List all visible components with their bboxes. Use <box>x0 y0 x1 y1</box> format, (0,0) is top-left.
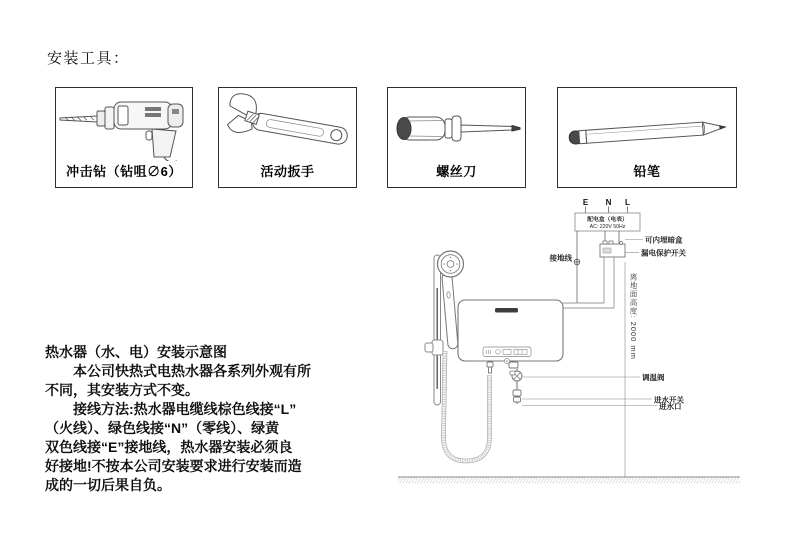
drill-trigger <box>146 131 152 140</box>
ground-symbol <box>574 259 580 265</box>
screwdriver-icon <box>389 91 524 163</box>
shower-hose <box>444 351 490 461</box>
toolbox-wrench <box>218 87 357 188</box>
inlet-fitting <box>509 362 518 368</box>
drill-handle <box>152 129 176 157</box>
drill-chuck <box>97 111 105 126</box>
notes-line-1: 热水器（水、电）安装示意图 <box>45 344 227 360</box>
power-box-rating: AC: 220V 50Hz <box>589 224 626 230</box>
concealed-box-label: 可内埋暗盒 <box>645 235 683 245</box>
pencil-lead <box>720 126 725 129</box>
tool-label-impact-drill: 冲击钻（钻咀∅6） <box>66 164 182 179</box>
rail-knob <box>425 343 433 352</box>
inlet-port <box>514 397 521 402</box>
impact-drill-icon <box>57 91 191 161</box>
tool-label-pencil: 铅笔 <box>633 164 661 179</box>
installation-notes <box>45 343 360 495</box>
notes-line-4: 接线方法:热水器电缆线棕色线接“L” <box>45 401 297 417</box>
screwdriver-collar <box>445 119 452 138</box>
leakage-switch-label: 漏电保护开关 <box>641 248 686 258</box>
ground-wire-label: 接地线 <box>549 253 572 263</box>
inlet-switch-label: 进水开关 <box>654 395 684 405</box>
temp-valve-label: 调温阀 <box>642 373 665 382</box>
drill-bit <box>60 116 97 122</box>
toolbox-pencil <box>557 87 737 188</box>
screwdriver-tip <box>512 126 520 132</box>
rail-bracket <box>432 340 443 355</box>
installation-diagram <box>395 193 745 493</box>
toolbox-screwdriver <box>387 87 526 188</box>
outlet-fitting <box>487 362 493 367</box>
shower-handle <box>442 273 459 350</box>
brand-logo <box>495 308 518 313</box>
notes-line-6: 双色线接“E”接地线，热水器安装必须良 <box>45 439 293 455</box>
ground-hatch <box>398 478 740 484</box>
tool-label-wrench: 活动扳手 <box>260 164 315 179</box>
shower-rail <box>425 255 443 405</box>
terminal-l: L <box>625 198 630 207</box>
notes-line-2: 本公司快热式电热水器各系列外观有所 <box>45 363 311 379</box>
adjustable-wrench-icon <box>220 91 355 163</box>
screwdriver-shaft <box>461 125 512 132</box>
leakage-protection-switch <box>600 241 625 257</box>
toolbox-impact-drill <box>55 87 193 188</box>
height-label: 离地面高度: 2000 mm <box>629 273 638 360</box>
section-title: 安装工具： <box>47 51 130 67</box>
terminal-e: E <box>582 198 589 207</box>
water-heater <box>458 300 563 373</box>
notes-line-5: （火线）、绿色线接“N”（零线）、绿黄 <box>45 420 280 436</box>
notes-line-8: 成的一切后果自负。 <box>45 477 171 493</box>
pencil-icon <box>559 91 735 163</box>
wrench-upper-jaw <box>229 92 259 116</box>
notes-line-7: 好接地!不按本公司安装要求进行安装而造 <box>45 458 302 474</box>
inlet-valve-assembly <box>510 368 522 404</box>
notes-line-3: 不同，其安装方式不变。 <box>45 382 199 398</box>
inlet-label: 进水口 <box>659 402 682 411</box>
tool-label-screwdriver: 螺丝刀 <box>436 164 477 179</box>
pencil-body <box>586 122 704 143</box>
inlet-switch <box>513 390 521 396</box>
power-box-name: 配电盒（电表） <box>587 217 628 223</box>
screwdriver-cap <box>397 118 411 140</box>
terminal-n: N <box>605 198 612 207</box>
